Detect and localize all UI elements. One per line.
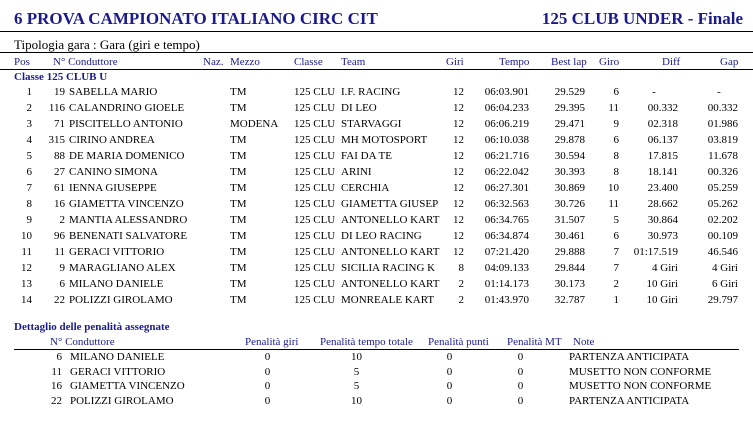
cell-tempo: 06:34.765 xyxy=(484,214,529,226)
cell-pos: 2 xyxy=(26,102,32,114)
penalty-punti: 0 xyxy=(446,394,453,407)
cell-mezzo: TM xyxy=(230,86,247,98)
cell-tempo: 01:43.970 xyxy=(484,294,529,306)
cell-classe: 125 CLU xyxy=(294,214,336,226)
cell-best: 30.173 xyxy=(554,278,585,290)
cell-team: MH MOTOSPORT xyxy=(341,134,428,146)
cell-gap: 01.986 xyxy=(707,118,738,130)
cell-gap: - xyxy=(717,86,721,98)
cell-diff: 28.662 xyxy=(647,198,678,210)
cell-diff: 4 Giri xyxy=(652,262,678,274)
cell-giri: 12 xyxy=(453,86,464,98)
cell-team: ANTONELLO KART xyxy=(341,214,440,226)
penalty-giri: 0 xyxy=(264,394,271,407)
cell-best: 32.787 xyxy=(554,294,585,306)
cell-num: 2 xyxy=(59,214,65,226)
cell-mezzo: MODENA xyxy=(230,118,279,130)
cell-diff: 01:17.519 xyxy=(633,246,678,258)
cell-giro: 7 xyxy=(613,262,619,274)
cell-giri: 12 xyxy=(453,118,464,130)
cell-num: 61 xyxy=(54,182,65,194)
cell-pos: 3 xyxy=(26,118,32,130)
cell-mezzo: TM xyxy=(230,294,247,306)
cell-team: ARINI xyxy=(341,166,372,178)
cell-tempo: 06:03.901 xyxy=(484,86,529,98)
pen-col-driver: N° Conduttore xyxy=(50,336,115,348)
cell-team: ANTONELLO KART xyxy=(341,278,440,290)
cell-giro: 6 xyxy=(613,86,619,98)
cell-gap: 29.797 xyxy=(707,294,738,306)
cell-driver: GIAMETTA VINCENZO xyxy=(69,198,184,210)
cell-pos: 10 xyxy=(21,230,32,242)
cell-giro: 2 xyxy=(613,278,619,290)
cell-tempo: 06:34.874 xyxy=(484,230,529,242)
category-title: 125 CLUB UNDER - Finale xyxy=(541,9,743,28)
cell-driver: CANINO SIMONA xyxy=(69,166,158,178)
col-tempo: Tempo xyxy=(499,56,530,68)
cell-best: 31.507 xyxy=(554,214,585,226)
cell-team: MONREALE KART xyxy=(341,294,435,306)
cell-driver: SABELLA MARIO xyxy=(69,86,158,98)
cell-num: 315 xyxy=(48,134,65,146)
penalty-giri: 0 xyxy=(264,380,271,392)
cell-pos: 9 xyxy=(26,214,32,226)
cell-mezzo: TM xyxy=(230,214,247,226)
cell-best: 29.529 xyxy=(554,86,585,98)
pen-col-tempo: Penalità tempo totale xyxy=(320,336,413,348)
penalty-note: PARTENZA ANTICIPATA xyxy=(569,351,690,363)
cell-best: 30.594 xyxy=(554,150,585,162)
cell-pos: 13 xyxy=(21,278,32,290)
cell-num: 22 xyxy=(54,294,65,306)
cell-classe: 125 CLU xyxy=(294,102,336,114)
cell-giro: 6 xyxy=(613,134,619,146)
cell-mezzo: TM xyxy=(230,150,247,162)
cell-classe: 125 CLU xyxy=(294,134,336,146)
penalty-num: 22 xyxy=(51,394,62,407)
cell-mezzo: TM xyxy=(230,262,247,274)
cell-num: 116 xyxy=(48,102,65,114)
col-classe: Classe xyxy=(294,56,323,68)
cell-tempo: 06:32.563 xyxy=(484,198,529,210)
cell-gap: 03.819 xyxy=(707,134,738,146)
cell-classe: 125 CLU xyxy=(294,294,336,306)
cell-giri: 2 xyxy=(458,278,464,290)
cell-giro: 8 xyxy=(613,150,619,162)
cell-best: 30.393 xyxy=(554,166,585,178)
cell-tempo: 06:21.716 xyxy=(484,150,529,162)
penalty-giri: 0 xyxy=(264,351,271,363)
col-gap: Gap xyxy=(720,56,739,68)
cell-num: 96 xyxy=(54,230,65,242)
cell-giro: 10 xyxy=(608,182,619,194)
cell-mezzo: TM xyxy=(230,198,247,210)
cell-mezzo: TM xyxy=(230,246,247,258)
cell-classe: 125 CLU xyxy=(294,86,336,98)
cell-gap: 6 Giri xyxy=(712,278,738,290)
cell-classe: 125 CLU xyxy=(294,182,336,194)
penalty-num: 16 xyxy=(51,380,62,392)
race-type: Tipologia gara : Gara (giri e tempo) xyxy=(14,37,200,52)
cell-num: 16 xyxy=(54,198,65,210)
cell-tempo: 01:14.173 xyxy=(484,278,529,290)
cell-best: 29.395 xyxy=(554,102,585,114)
cell-team: SICILIA RACING K xyxy=(341,262,436,274)
penalty-punti: 0 xyxy=(446,365,453,378)
cell-giri: 12 xyxy=(453,182,464,194)
cell-diff: 23.400 xyxy=(647,182,678,194)
penalty-note: MUSETTO NON CONFORME xyxy=(569,380,712,392)
cell-giri: 2 xyxy=(458,294,464,306)
cell-num: 88 xyxy=(54,150,65,162)
cell-driver: MANTIA ALESSANDRO xyxy=(69,214,188,226)
penalty-punti: 0 xyxy=(446,380,453,392)
cell-pos: 6 xyxy=(26,166,32,178)
col-giri: Giri xyxy=(446,56,464,68)
cell-giro: 5 xyxy=(613,214,619,226)
cell-team: CERCHIA xyxy=(341,182,390,194)
cell-best: 30.726 xyxy=(554,198,585,210)
cell-pos: 1 xyxy=(26,86,32,98)
cell-diff: 06.137 xyxy=(647,134,678,146)
cell-diff: 30.864 xyxy=(647,214,678,226)
penalty-driver: GIAMETTA VINCENZO xyxy=(70,380,185,392)
cell-diff: - xyxy=(652,86,656,98)
col-giro: Giro xyxy=(599,56,620,68)
cell-tempo: 06:04.233 xyxy=(484,102,529,114)
cell-mezzo: TM xyxy=(230,182,247,194)
cell-team: FAI DA TE xyxy=(341,150,392,162)
cell-driver: CALANDRINO GIOELE xyxy=(69,102,185,114)
cell-driver: CIRINO ANDREA xyxy=(69,134,155,146)
cell-team: GIAMETTA GIUSEP xyxy=(341,198,439,210)
cell-classe: 125 CLU xyxy=(294,198,336,210)
cell-tempo: 07:21.420 xyxy=(484,246,529,258)
cell-classe: 125 CLU xyxy=(294,262,336,274)
penalty-tempo: 10 xyxy=(351,394,362,407)
title-divider xyxy=(0,31,753,32)
pen-col-giri: Penalità giri xyxy=(245,336,299,348)
cell-pos: 5 xyxy=(26,150,32,162)
cell-giro: 7 xyxy=(613,246,619,258)
penalties-title: Dettaglio delle penalità assegnate xyxy=(14,321,170,333)
cell-classe: 125 CLU xyxy=(294,150,336,162)
cell-mezzo: TM xyxy=(230,278,247,290)
cell-gap: 00.109 xyxy=(707,230,738,242)
penalty-mt: 0 xyxy=(517,351,524,363)
penalty-driver: POLIZZI GIROLAMO xyxy=(70,394,174,407)
cell-driver: MILANO DANIELE xyxy=(69,278,164,290)
cell-team: ANTONELLO KART xyxy=(341,246,440,258)
penalty-giri: 0 xyxy=(264,365,271,378)
cell-diff: 10 Giri xyxy=(646,294,678,306)
cell-tempo: 06:22.042 xyxy=(484,166,529,178)
penalty-num: 11 xyxy=(51,365,62,378)
cell-diff: 30.973 xyxy=(647,230,678,242)
cell-diff: 02.318 xyxy=(647,118,678,130)
cell-num: 27 xyxy=(54,166,65,178)
cell-diff: 17.815 xyxy=(647,150,678,162)
cell-num: 6 xyxy=(59,278,65,290)
cell-giri: 8 xyxy=(458,262,464,274)
cell-team: DI LEO xyxy=(341,102,377,114)
cell-giro: 11 xyxy=(608,102,619,114)
cell-driver: IENNA GIUSEPPE xyxy=(69,182,157,194)
cell-best: 30.461 xyxy=(554,230,585,242)
cell-giri: 12 xyxy=(453,150,464,162)
col-naz: Naz. xyxy=(203,56,224,68)
col-best: Best lap xyxy=(551,56,587,68)
cell-team: STARVAGGI xyxy=(341,118,402,130)
pen-col-punti: Penalità punti xyxy=(428,336,489,348)
pen-col-note: Note xyxy=(573,336,595,348)
cell-gap: 4 Giri xyxy=(712,262,738,274)
cell-diff: 18.141 xyxy=(647,166,678,178)
subtitle-divider xyxy=(0,52,753,53)
col-driver: N° Conduttore xyxy=(53,56,118,68)
cell-gap: 00.326 xyxy=(707,166,738,178)
penalty-num: 6 xyxy=(56,351,62,363)
cell-num: 19 xyxy=(54,86,65,98)
penalty-note: MUSETTO NON CONFORME xyxy=(569,365,712,378)
penalty-driver: GERACI VITTORIO xyxy=(70,365,166,378)
cell-giro: 9 xyxy=(613,118,619,130)
cell-best: 29.878 xyxy=(554,134,585,146)
cell-driver: GERACI VITTORIO xyxy=(69,246,165,258)
cell-pos: 14 xyxy=(21,294,32,306)
cell-classe: 125 CLU xyxy=(294,166,336,178)
cell-driver: MARAGLIANO ALEX xyxy=(69,262,176,274)
cell-mezzo: TM xyxy=(230,230,247,242)
class-label: Classe 125 CLUB U xyxy=(14,71,108,83)
cell-pos: 8 xyxy=(26,198,32,210)
cell-giro: 8 xyxy=(613,166,619,178)
cell-giro: 11 xyxy=(608,198,619,210)
penalty-note: PARTENZA ANTICIPATA xyxy=(569,394,690,407)
cell-driver: BENENATI SALVATORE xyxy=(69,230,188,242)
cell-classe: 125 CLU xyxy=(294,246,336,258)
cell-gap: 46.546 xyxy=(707,246,738,258)
cell-giri: 12 xyxy=(453,230,464,242)
cell-giri: 12 xyxy=(453,102,464,114)
cell-gap: 05.259 xyxy=(707,182,738,194)
penalty-driver: MILANO DANIELE xyxy=(70,351,165,363)
cell-giri: 12 xyxy=(453,246,464,258)
cell-best: 29.844 xyxy=(554,262,585,274)
cell-num: 9 xyxy=(59,262,65,274)
cell-classe: 125 CLU xyxy=(294,118,336,130)
cell-num: 71 xyxy=(54,118,65,130)
cell-driver: PISCITELLO ANTONIO xyxy=(69,118,183,130)
cell-mezzo: TM xyxy=(230,166,247,178)
col-mezzo: Mezzo xyxy=(230,56,260,68)
penalties-divider xyxy=(14,349,739,350)
cell-mezzo: TM xyxy=(230,134,247,146)
col-team: Team xyxy=(341,56,366,68)
cell-giri: 12 xyxy=(453,214,464,226)
cell-giri: 12 xyxy=(453,198,464,210)
penalty-mt: 0 xyxy=(517,394,524,407)
cell-gap: 05.262 xyxy=(707,198,738,210)
cell-gap: 02.202 xyxy=(707,214,738,226)
cell-giri: 12 xyxy=(453,166,464,178)
cell-tempo: 06:06.219 xyxy=(484,118,529,130)
cell-num: 11 xyxy=(54,246,65,258)
race-title: 6 PROVA CAMPIONATO ITALIANO CIRC CIT xyxy=(14,9,378,28)
cell-classe: 125 CLU xyxy=(294,278,336,290)
cell-pos: 4 xyxy=(26,134,32,146)
cell-pos: 7 xyxy=(26,182,32,194)
cell-diff: 10 Giri xyxy=(646,278,678,290)
cell-giro: 1 xyxy=(613,294,619,306)
cell-best: 30.869 xyxy=(554,182,585,194)
col-diff: Diff xyxy=(662,56,681,68)
cell-tempo: 04:09.133 xyxy=(484,262,529,274)
cell-classe: 125 CLU xyxy=(294,230,336,242)
cell-driver: DE MARIA DOMENICO xyxy=(69,150,185,162)
cell-gap: 11.678 xyxy=(708,150,738,162)
cell-pos: 12 xyxy=(21,262,32,274)
penalty-tempo: 5 xyxy=(353,365,360,378)
penalty-punti: 0 xyxy=(446,351,453,363)
header-divider xyxy=(0,69,753,70)
cell-giro: 6 xyxy=(613,230,619,242)
cell-team: DI LEO RACING xyxy=(341,230,422,242)
penalty-tempo: 5 xyxy=(353,380,360,392)
penalty-mt: 0 xyxy=(517,380,524,392)
cell-diff: 00.332 xyxy=(647,102,678,114)
cell-gap: 00.332 xyxy=(707,102,738,114)
cell-tempo: 06:10.038 xyxy=(484,134,529,146)
penalty-tempo: 10 xyxy=(351,351,362,363)
pen-col-mt: Penalità MT xyxy=(507,336,562,348)
cell-best: 29.888 xyxy=(554,246,585,258)
cell-pos: 11 xyxy=(21,246,32,258)
col-pos: Pos xyxy=(14,56,30,68)
cell-team: I.F. RACING xyxy=(341,86,401,98)
cell-driver: POLIZZI GIROLAMO xyxy=(69,294,173,306)
penalty-mt: 0 xyxy=(517,365,524,378)
cell-best: 29.471 xyxy=(554,118,585,130)
cell-tempo: 06:27.301 xyxy=(484,182,529,194)
cell-giri: 12 xyxy=(453,134,464,146)
cell-mezzo: TM xyxy=(230,102,247,114)
